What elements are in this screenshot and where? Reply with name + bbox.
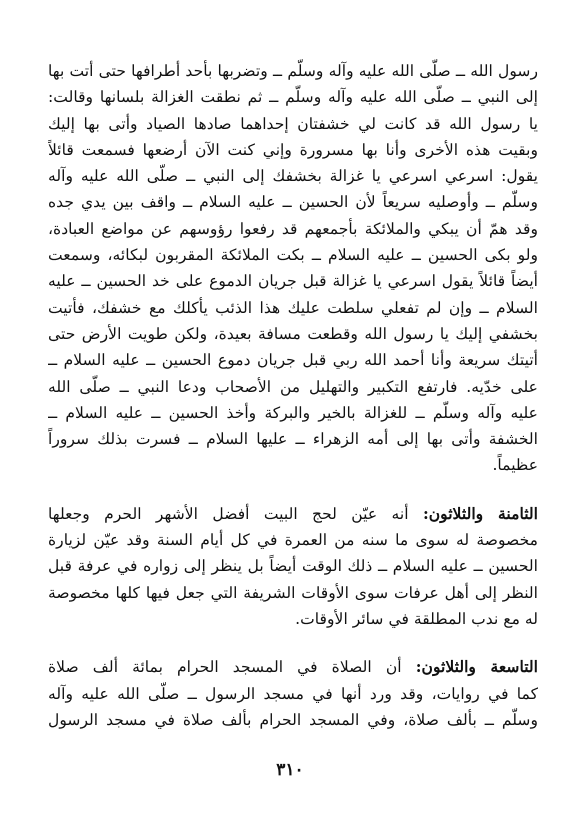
text-line (48, 501, 538, 527)
text-line: وسلّم ــ وأوصليه سريعاً لأن الحسين ــ عليه السلام ــ واقف بين يدي جده (48, 193, 538, 212)
text-line: عظيماً. (492, 456, 538, 475)
text-line: ولو بكى الحسين ــ عليه السلام ــ بكت الملائكة المقربون لبكائه، وسمعت (48, 246, 538, 265)
text-line: الحسين ــ عليه السلام ــ ذلك الوقت أيضاً بل ينظر إلى زواره في عرفة قبل (48, 557, 538, 576)
text-line: رسول الله ــ صلّى الله عليه وآله وسلّم ــ وتضربها بأحد أطرافها حتى أتت بها (48, 62, 538, 80)
paragraph-thirty-ninth (48, 654, 538, 733)
text-line: له مع ندب المطلقة في سائر الأوقات. (295, 609, 538, 628)
text-line: النظر إلى أهل عرفات سوى الأوقات الشريفة التي جعل فيها كلها مخصوصة (48, 583, 538, 602)
text-line: مخصوصة له سوى ما سنه من العمرة في كل أيام السنة وقد عيّن لزيارة (48, 531, 538, 550)
paragraph-ghazala-story (48, 58, 538, 479)
text-line (48, 654, 538, 680)
section-heading: التاسعة والثلاثون: (415, 657, 538, 677)
text-line: إلى النبي ــ صلّى الله عليه وآله وسلّم ــ ثم نطقت الغزالة بلسانها وقالت: (48, 88, 538, 107)
text-line: أتيتك سريعة وأنا أحمد الله ربي قبل جريان دموع الحسين ــ عليه السلام ــ (48, 351, 538, 370)
text-line: وقد همّ أن يبكي والملائكة بأجمعهم قد رفعوا رؤوسهم عن مواضع العبادة، (48, 219, 538, 238)
text-line: يا رسول الله قد كانت لي خشفتان إحداهما صادها الصياد وأتى بها إليك (48, 114, 538, 133)
section-heading: الثامنة والثلاثون: (422, 503, 538, 523)
text-line: يقول: اسرعي اسرعي يا غزالة بخشفك إلى النبي ــ صلّى الله عليه وآله (48, 167, 538, 186)
text-line: وسلّم ــ بألف صلاة، وفي المسجد الحرام بألف صلاة في مسجد الرسول (48, 710, 538, 729)
text-line: أيضاً قائلاً يقول اسرعي يا غزالة قبل جريان الدموع على خد الحسين ــ عليه (48, 272, 538, 291)
page-number: ٣١٠ (276, 760, 304, 780)
text-line: بخشفي إليك يا رسول الله وقطعت مسافة بعيدة، ولكن طويت الأرض حتى (48, 324, 538, 343)
text-fragment: أن الصلاة في المسجد الحرام بمائة ألف صلاة (48, 658, 402, 677)
text-line: على خدّيه. فارتفع التكبير والتهليل من الأصحاب ودعا النبي ــ صلّى الله (48, 377, 538, 396)
text-line: كما في روايات، وقد ورد أنها في مسجد الرسول ــ صلّى الله عليه وآله (48, 684, 538, 703)
text-fragment: أنه عيّن لحج البيت أفضل الأشهر الحرم وجعلها (48, 504, 409, 523)
text-line: عليه وآله وسلّم ــ للغزالة بالخير والبركة وأخذ الحسين ــ عليه السلام ــ (48, 403, 538, 422)
text-line: الخشفة وأتى بها إلى أمه الزهراء ــ عليها السلام ــ فسرت بذلك سروراً (48, 430, 538, 449)
paragraph-thirty-eighth (48, 501, 538, 632)
text-line: وبقيت هذه الأخرى وأنا بها مسرورة وإني كنت الآن أرضعها فسمعت قائلاً (48, 140, 538, 159)
text-line: السلام ــ وإن لم تفعلي سلطت عليك هذا الذئب يأكلك مع خشفك، فأتيت (48, 298, 538, 317)
page-body (48, 58, 538, 733)
